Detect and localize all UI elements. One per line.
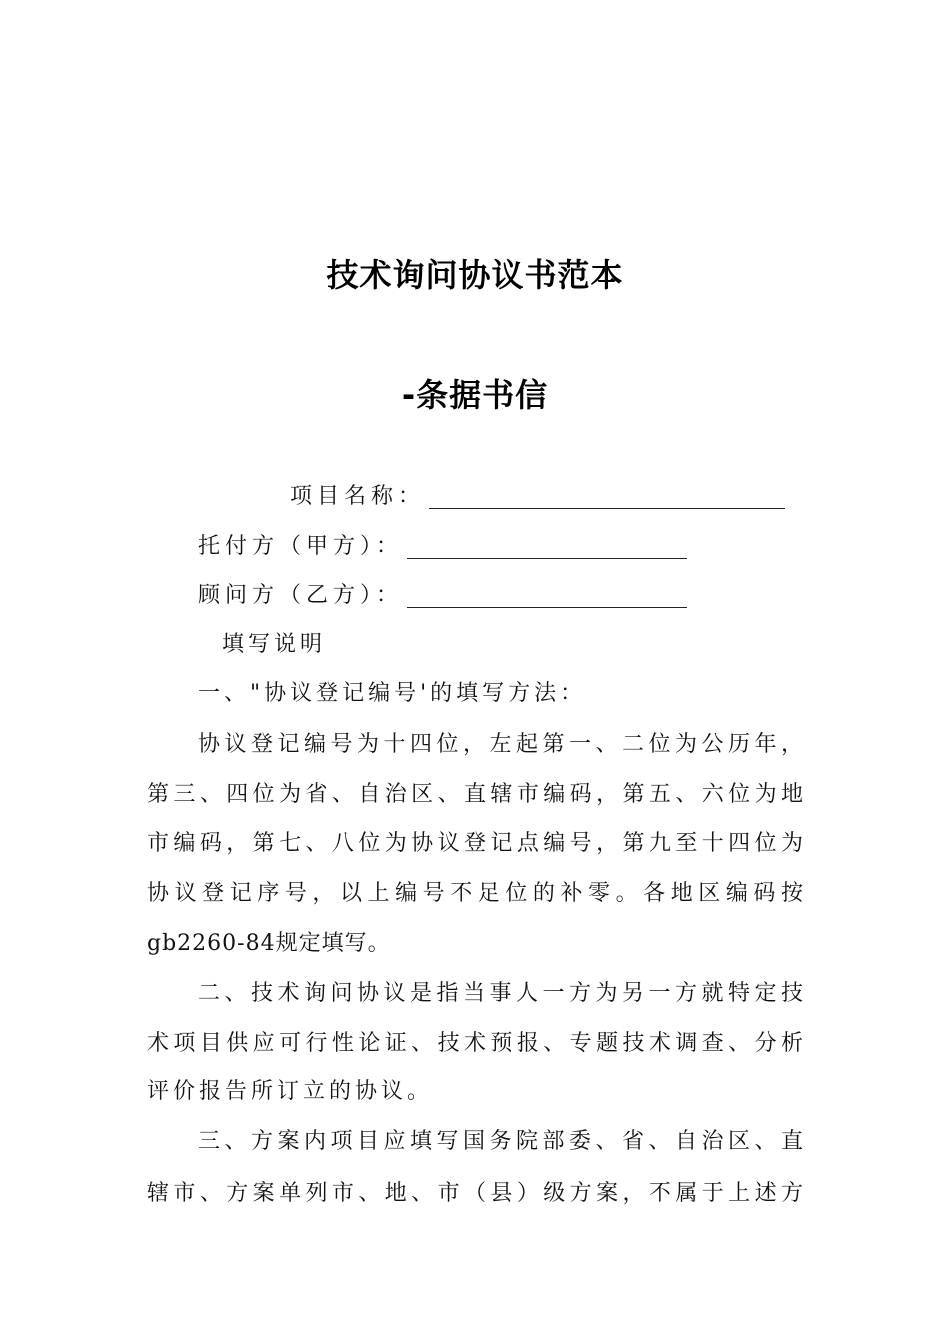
section-1-line: 市编码，第七、八位为协议登记点编号，第九至十四位为: [147, 831, 803, 856]
section-1-line: 协议登记序号，以上编号不足位的补零。各地区编码按: [147, 881, 803, 906]
section-1-heading: 一、"协议登记编号'的填写方法：: [198, 681, 587, 706]
project-name-field: [290, 482, 785, 512]
document-title: 技术询问协议书范本: [326, 256, 624, 294]
section-2-line: 术项目供应可行性论证、技术预报、专题技术调查、分析: [147, 1031, 803, 1056]
client-party-field: [198, 532, 687, 562]
section-2-line: 评价报告所订立的协议。: [147, 1079, 434, 1104]
project-name-blank[interactable]: [429, 482, 785, 509]
section-1-line: 协议登记编号为十四位，左起第一、二位为公历年，: [198, 732, 803, 757]
consultant-party-label: 顾问方（乙方）：: [198, 583, 404, 608]
consultant-party-blank[interactable]: [407, 581, 687, 608]
section-3-line: 辖市、方案单列市、地、市（县）级方案，不属于上述方: [147, 1181, 803, 1206]
document-subtitle: -条据书信: [401, 376, 549, 414]
section-1-line: 第三、四位为省、自治区、直辖市编码，第五、六位为地: [147, 782, 803, 807]
consultant-party-field: [198, 581, 687, 611]
client-party-label: 托付方（甲方）：: [198, 534, 404, 559]
section-1-line: gb2260-84规定填写。: [147, 931, 391, 956]
fill-instructions-heading: 填写说明: [222, 632, 327, 657]
client-party-blank[interactable]: [407, 532, 687, 559]
section-2-line: 二、技术询问协议是指当事人一方为另一方就特定技: [198, 981, 803, 1006]
section-3-line: 三、方案内项目应填写国务院部委、省、自治区、直: [198, 1129, 803, 1154]
project-name-label: 项目名称：: [290, 484, 426, 509]
